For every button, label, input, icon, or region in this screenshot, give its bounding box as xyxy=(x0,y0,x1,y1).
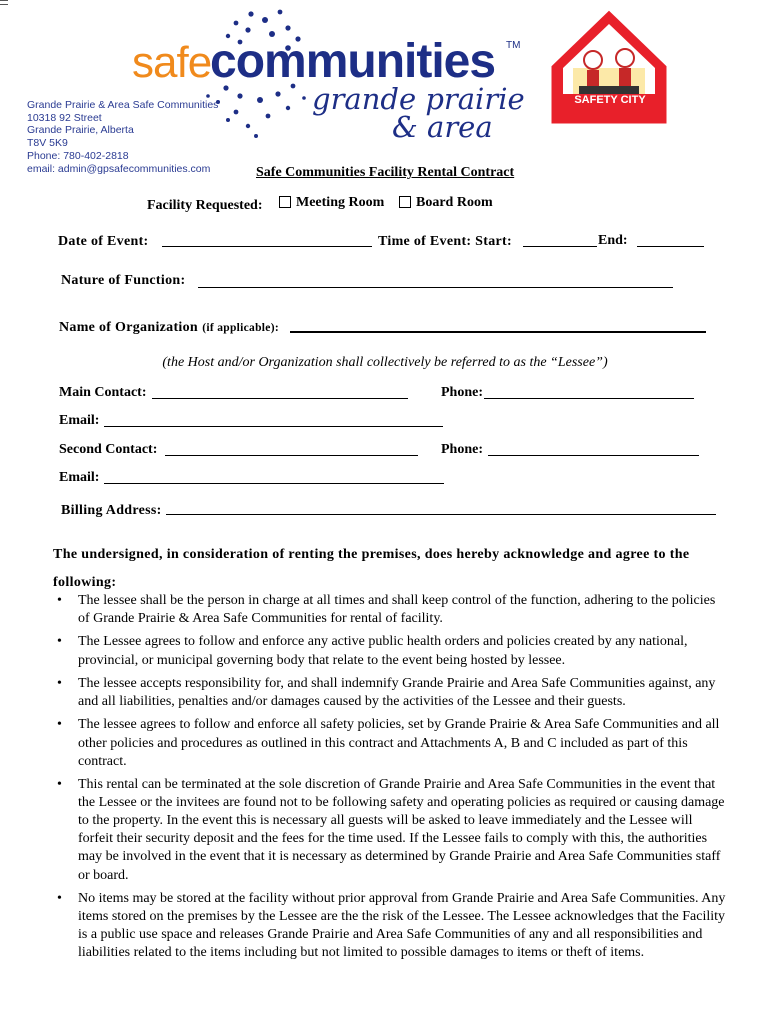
organization-label-group xyxy=(59,318,279,336)
logo-trademark: TM xyxy=(506,40,521,51)
organization-field[interactable] xyxy=(290,331,706,333)
term-text: The lessee shall be the person in charge at all times and shall keep control of the function, adhering to the policies of Grande Prairie & Area Safe Communities for rental of facility. xyxy=(78,593,716,627)
date-of-event-label: Date of Event: xyxy=(58,234,149,249)
address-line: Grande Prairie & Area Safe Communities xyxy=(27,99,219,111)
facility-requested-label: Facility Requested: xyxy=(147,198,263,213)
meeting-room-label: Meeting Room xyxy=(296,195,385,210)
email2-label: Email: xyxy=(59,470,100,485)
safety-city-text: SAFETY CITY xyxy=(574,94,646,106)
organization-address xyxy=(27,99,218,175)
safety-city-logo xyxy=(549,8,669,126)
phone2-field[interactable] xyxy=(488,455,699,456)
time-start-field[interactable] xyxy=(523,246,597,247)
second-contact-label: Second Contact: xyxy=(59,442,158,457)
board-room-checkbox[interactable] xyxy=(399,196,411,208)
lessee-definition-note: (the Host and/or Organization shall collectively be referred to as the “Lessee”) xyxy=(162,355,608,370)
time-end-field[interactable] xyxy=(637,246,704,247)
board-room-label: Board Room xyxy=(416,195,493,210)
time-start-label: Time of Event: Start: xyxy=(378,234,512,249)
bullet-icon: • xyxy=(57,777,62,793)
term-text: The Lessee agrees to follow and enforce any active public health orders and policies created by any national, provincial, or municipal governing body that relate to the event being hosted by lessee. xyxy=(78,634,688,668)
billing-address-label: Billing Address: xyxy=(61,503,162,518)
second-contact-field[interactable] xyxy=(165,455,418,456)
term-text: This rental can be terminated at the sole discretion of Grande Prairie and Area Safe Communities in the event that the Lessee or the invitees are found not to be following safety and operating policies as required or causing damage to the property. In the event this is necessary all guests will be asked to leave immediately and the Lessee will forfeit their security deposit and the fees for the time used. If the Lessee fails to comply with this, the authorities may be involved in the event that it is necessary as determined by Grande Prairie and Area Safe Communities staff or board. xyxy=(78,777,725,883)
organization-label: Name of Organization xyxy=(59,320,198,335)
term-text: No items may be stored at the facility without prior approval from Grande Prairie and Area Safe Communities. Any items stored on the premises by the Lessee are the the risk of the Lessee. The Lessee acknowledges that the Facility is a public use space and releases Grande Prairie and Area Safe Communities of any and all responsibilities and liabilities related to the items including but not limited to possible damages to items or theft of items. xyxy=(78,890,726,961)
list-item xyxy=(57,890,727,962)
bullet-icon: • xyxy=(57,890,62,906)
nature-of-function-label: Nature of Function: xyxy=(61,273,186,288)
logo-area-text: & area xyxy=(392,110,493,144)
list-item xyxy=(57,675,727,711)
nature-of-function-field[interactable] xyxy=(198,287,673,288)
agreement-intro: The undersigned, in consideration of renting the premises, does hereby acknowledge and agree to the following: xyxy=(53,547,690,590)
address-line: T8V 5K9 xyxy=(27,137,68,150)
bullet-icon: • xyxy=(57,634,62,650)
corner-mark xyxy=(0,4,8,5)
list-item xyxy=(57,633,727,669)
address-line: Phone: 780-402-2818 xyxy=(27,149,129,162)
form-title: Safe Communities Facility Rental Contract xyxy=(256,165,515,180)
bullet-icon: • xyxy=(57,675,62,691)
email-field[interactable] xyxy=(104,426,443,427)
terms-list xyxy=(57,592,727,968)
phone2-label: Phone: xyxy=(441,442,483,457)
term-text: The lessee accepts responsibility for, and shall indemnify Grande Prairie and Area Safe Communities against, any and all liabilities, penalties and/or damages caused by the activities of the Lessee and their guests. xyxy=(78,675,716,710)
billing-address-field[interactable] xyxy=(166,514,716,515)
address-line: email: admin@gpsafecommunities.com xyxy=(27,162,211,175)
time-end-label: End: xyxy=(598,233,628,248)
address-line: 10318 92 Street xyxy=(27,111,102,124)
house-badge-icon xyxy=(549,8,669,126)
logo-communities-text: communities xyxy=(210,35,496,88)
term-text: The lessee agrees to follow and enforce all safety policies, set by Grande Prairie & Area Safe Communities and all other policies and procedures as outlined in this contract and Attachments A, B and C included as part of this contract. xyxy=(78,717,720,769)
main-contact-label: Main Contact: xyxy=(59,385,147,400)
organization-label-suffix: (if applicable): xyxy=(202,322,279,334)
email-label: Email: xyxy=(59,413,100,428)
phone-field[interactable] xyxy=(484,398,694,399)
logo-safe-text: safe xyxy=(132,38,212,87)
list-item xyxy=(57,716,727,770)
email2-field[interactable] xyxy=(104,483,444,484)
phone-label: Phone: xyxy=(441,385,483,400)
meeting-room-checkbox[interactable] xyxy=(279,196,291,208)
list-item xyxy=(57,592,727,628)
logo-grande-prairie-text: grande prairie xyxy=(312,82,525,116)
date-of-event-field[interactable] xyxy=(162,246,372,247)
list-item xyxy=(57,776,727,885)
bullet-icon: • xyxy=(57,593,62,608)
corner-mark xyxy=(0,0,8,1)
bullet-icon: • xyxy=(57,717,62,733)
main-contact-field[interactable] xyxy=(152,398,408,399)
address-line: Grande Prairie, Alberta xyxy=(27,124,134,137)
